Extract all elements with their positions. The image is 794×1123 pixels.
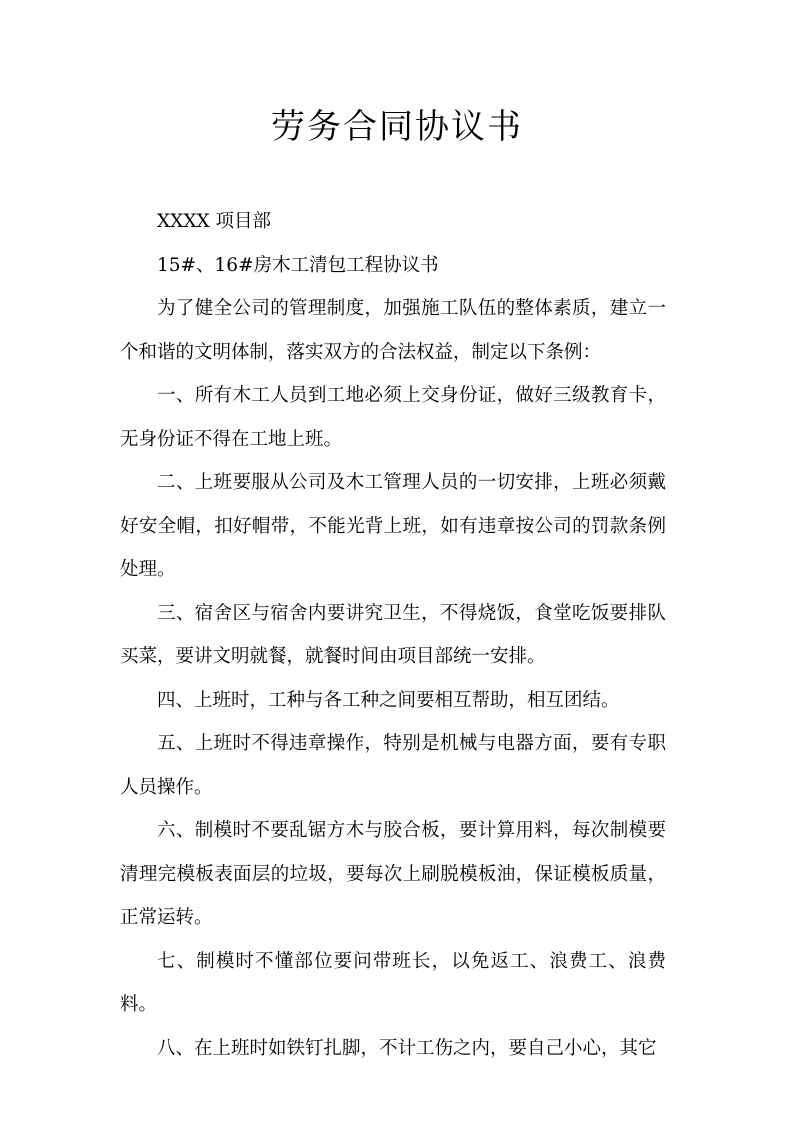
document-title: 劳务合同协议书 xyxy=(271,107,523,147)
clause-8: 八、在上班时如铁钉扎脚，不计工伤之内，要自己小心，其它 xyxy=(157,1037,657,1059)
clause-5: 五、上班时不得违章操作，特别是机械与电器方面，要有专职人员操作。 xyxy=(120,733,666,798)
clause-6: 六、制模时不要乱锯方木与胶合板，要计算用料，每次制模要清理完模板表面层的垃圾，要每次上刷脱模板油，保证模板质量，正常运转。 xyxy=(120,820,666,928)
subtitle-line: 15#、16#房木工清包工程协议书 xyxy=(157,254,439,276)
clause-4: 四、上班时，工种与各工种之间要相互帮助，相互团结。 xyxy=(157,689,620,711)
document-body xyxy=(120,200,666,1070)
clause-3: 三、宿舍区与宿舍内要讲究卫生，不得烧饭，食堂吃饭要排队买菜，要讲文明就餐，就餐时间由项目部统一安排。 xyxy=(120,602,666,667)
clause-7: 七、制模时不懂部位要问带班长，以免返工、浪费工、浪费料。 xyxy=(120,950,666,1015)
clause-1: 一、所有木工人员到工地必须上交身份证，做好三级教育卡，无身份证不得在工地上班。 xyxy=(120,385,666,450)
recipient-line: XXXX 项目部 xyxy=(157,211,272,232)
clause-2: 二、上班要服从公司及木工管理人员的一切安排，上班必须戴好安全帽，扣好帽带，不能光背上班，如有违章按公司的罚款条例处理。 xyxy=(120,472,666,580)
intro-paragraph: 为了健全公司的管理制度，加强施工队伍的整体素质，建立一个和谐的文明体制，落实双方的合法权益，制定以下条例： xyxy=(120,298,666,363)
